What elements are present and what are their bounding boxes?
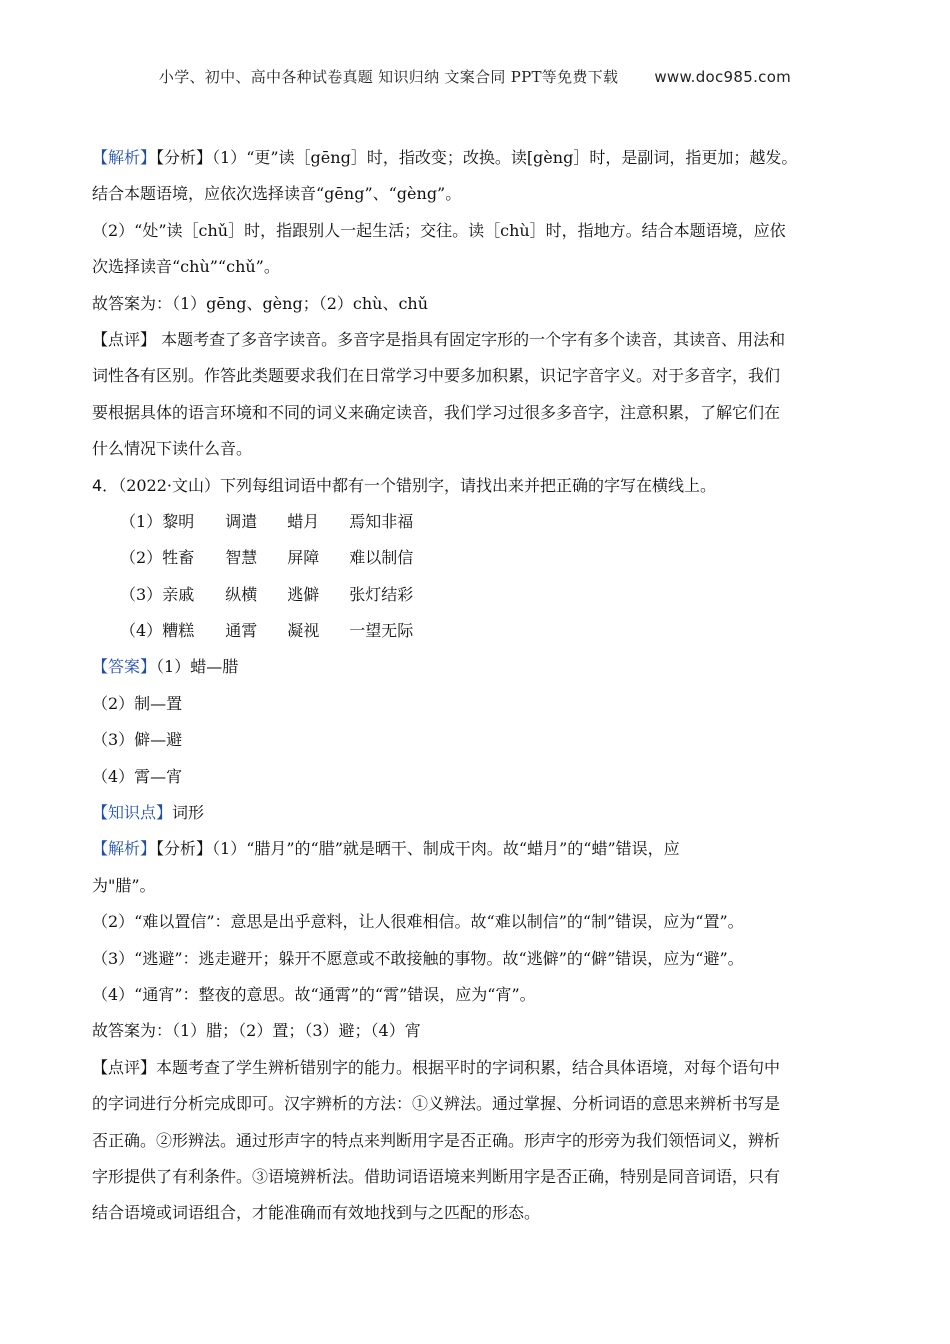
q4-analysis-line: （2）“难以置信”：意思是出乎意料，让人很难相信。故“难以制信”的“制”错误，应为“置”。 [92,912,744,932]
page-header [0,66,950,87]
q4-comment-line: 结合语境或词语组合，才能准确而有效地找到与之匹配的形态。 [92,1203,541,1223]
q4-analysis-line: （4）“通宵”：整夜的意思。故“通霄”的“霄”错误，应为“宵”。 [92,984,536,1004]
word-group: （2）牲畜 智慧 屏障 难以制信 [120,548,414,568]
q4-comment-line: 【点评】本题考查了学生辨析错别字的能力。根据平时的字词积累，结合具体语境，对每个语句中 [92,1057,781,1077]
q4-analysis-line: 为"腊”。 [92,875,156,895]
q3-comment-line: 【点评】 本题考查了多音字读音。多音字是指具有固定字形的一个字有多个读音，其读音、用法和 [92,329,786,349]
q3-analysis-line: 结合本题语境，应依次选择读音“gēng”、“gèng”。 [92,184,462,204]
q3-comment-line: 要根据具体的语言环境和不同的词义来确定读音，我们学习过很多多音字，注意积累，了解它们在 [92,402,781,422]
header-text: 小学、初中、高中各种试卷真题 知识归纳 文案合同 PPT等免费下载 [158,68,619,86]
q4-comment-line: 否正确。②形辨法。通过形声字的特点来判断用字是否正确。形声字的形旁为我们领悟词义，辨析 [92,1130,781,1150]
answer-tag: 【答案】 [92,657,157,677]
q4-analysis-line: （3）“逃避”：逃走避开；躲开不愿意或不敢接触的事物。故“逃僻”的“僻”错误，应为“避”。 [92,948,744,968]
q4-comment-line: 字形提供了有利条件。③语境辨析法。借助词语语境来判断用字是否正确，特别是同音词语，只有 [92,1166,781,1186]
q4-stem: 4．（2022·文山）下列每组词语中都有一个错别字，请找出来并把正确的字写在横线上。 [92,475,716,495]
word-group: （1）黎明 调遣 蜡月 焉知非福 [120,511,414,531]
knowledge-tag: 【知识点】 [92,803,173,823]
q3-analysis-line: （2）“处”读［chǔ］时，指跟别人一起生活；交往。读［chù］时，指地方。结合本题语境，应依 [92,220,786,240]
q3-analysis-line: 【解析】【分析】（1）“更”读［gēng］时，指改变；改换。读[gèng］时，是副词，指更加；越发。 [92,148,798,167]
q3-comment-line: 词性各有区别。作答此类题要求我们在日常学习中要多加积累，识记字音字义。对于多音字，我们 [92,366,781,386]
document-body [92,140,872,1232]
q4-analysis-line: 【解析】【分析】（1）“腊月”的“腊”就是晒干、制成干肉。故“蜡月”的“蜡”错误，应 [92,839,680,859]
word-group: （4）糟糕 通霄 凝视 一望无际 [120,621,414,641]
q4-answer-line: （2）制—置 [92,693,183,713]
header-site: www.doc985.com [654,68,792,86]
q4-answer-line: （4）霄—宵 [92,766,183,786]
q4-final-answer: 故答案为：（1）腊；（2）置；（3）避；（4）宵 [92,1021,421,1041]
comment-tag: 【点评】 [92,329,157,349]
analysis-tag: 【解析】 [92,148,157,167]
q4-comment-line: 的字词进行分析完成即可。汉字辨析的方法：①义辨法。通过掌握、分析词语的意思来辨析书写是 [92,1094,781,1114]
q3-analysis-line: 次选择读音“chù”“chǔ”。 [92,257,280,277]
q4-answer-line: 【答案】（1）蜡—腊 [92,657,239,677]
q4-knowledge: 【知识点】词形 [92,803,205,823]
analysis-tag: 【解析】 [92,839,157,859]
word-group: （3）亲戚 纵横 逃僻 张灯结彩 [120,584,414,604]
question-number: 4． [92,475,119,495]
q3-answer: 故答案为：（1）gēng、gèng；（2）chù、chǔ [92,293,429,313]
q4-answer-line: （3）僻—避 [92,730,183,750]
q3-comment-line: 什么情况下读什么音。 [92,439,253,459]
